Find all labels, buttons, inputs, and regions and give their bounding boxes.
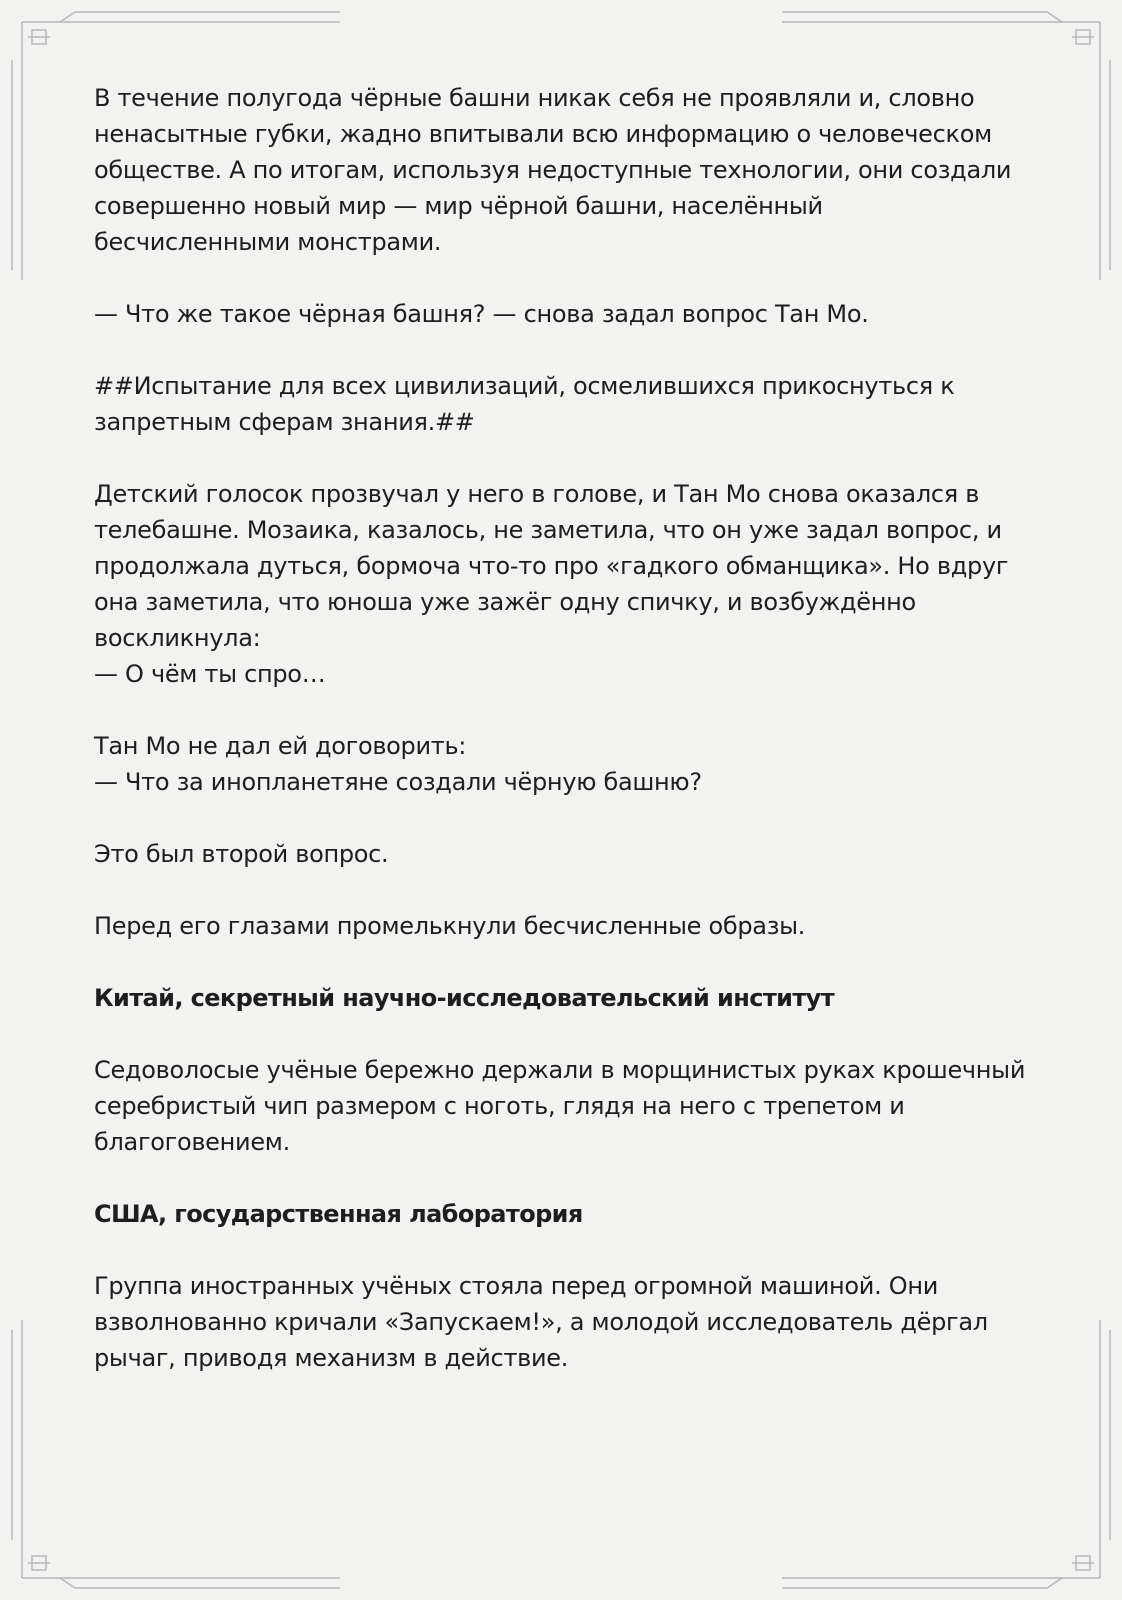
document-body [94,80,1034,1412]
paragraph-3: ##Испытание для всех цивилизаций, осмелившихся прикоснуться к запретным сферам знания.## [94,372,955,436]
paragraph-1: В течение полугода чёрные башни никак себя не проявляли и, словно ненасытные губки, жадно впитывали всю информацию о человеческом обществе. А по итогам, используя недоступные технологии, они создали совершенно новый мир — мир чёрной башни, населённый бесчисленными монстрами. [94,84,1012,256]
section-heading-china: Китай, секретный научно-исследовательский институт [94,984,835,1012]
paragraph-7: Перед его глазами промелькнули бесчисленные образы. [94,912,806,940]
paragraph-9: Группа иностранных учёных стояла перед огромной машиной. Они взволнованно кричали «Запускаем!», а молодой исследователь дёргал рычаг, приводя механизм в действие. [94,1272,988,1372]
paragraph-6: Это был второй вопрос. [94,840,389,868]
paragraph-2: — Что же такое чёрная башня? — снова задал вопрос Тан Мо. [94,300,869,328]
paragraph-4: Детский голосок прозвучал у него в голове, и Тан Мо снова оказался в телебашне. Мозаика, казалось, не заметила, что он уже задал вопрос, и продолжала дуться, бормоча что-то про «гадкого обманщика». Но вдруг она заметила, что юноша уже зажёг одну спичку, и возбуждённо воскликнула: — О чём ты спро… [94,480,1009,688]
paragraph-5: Тан Мо не дал ей договорить: — Что за инопланетяне создали чёрную башню? [94,732,702,796]
section-heading-usa: США, государственная лаборатория [94,1200,583,1228]
paragraph-8: Седоволосые учёные бережно держали в морщинистых руках крошечный серебристый чип размером с ноготь, глядя на него с трепетом и благоговением. [94,1056,1026,1156]
